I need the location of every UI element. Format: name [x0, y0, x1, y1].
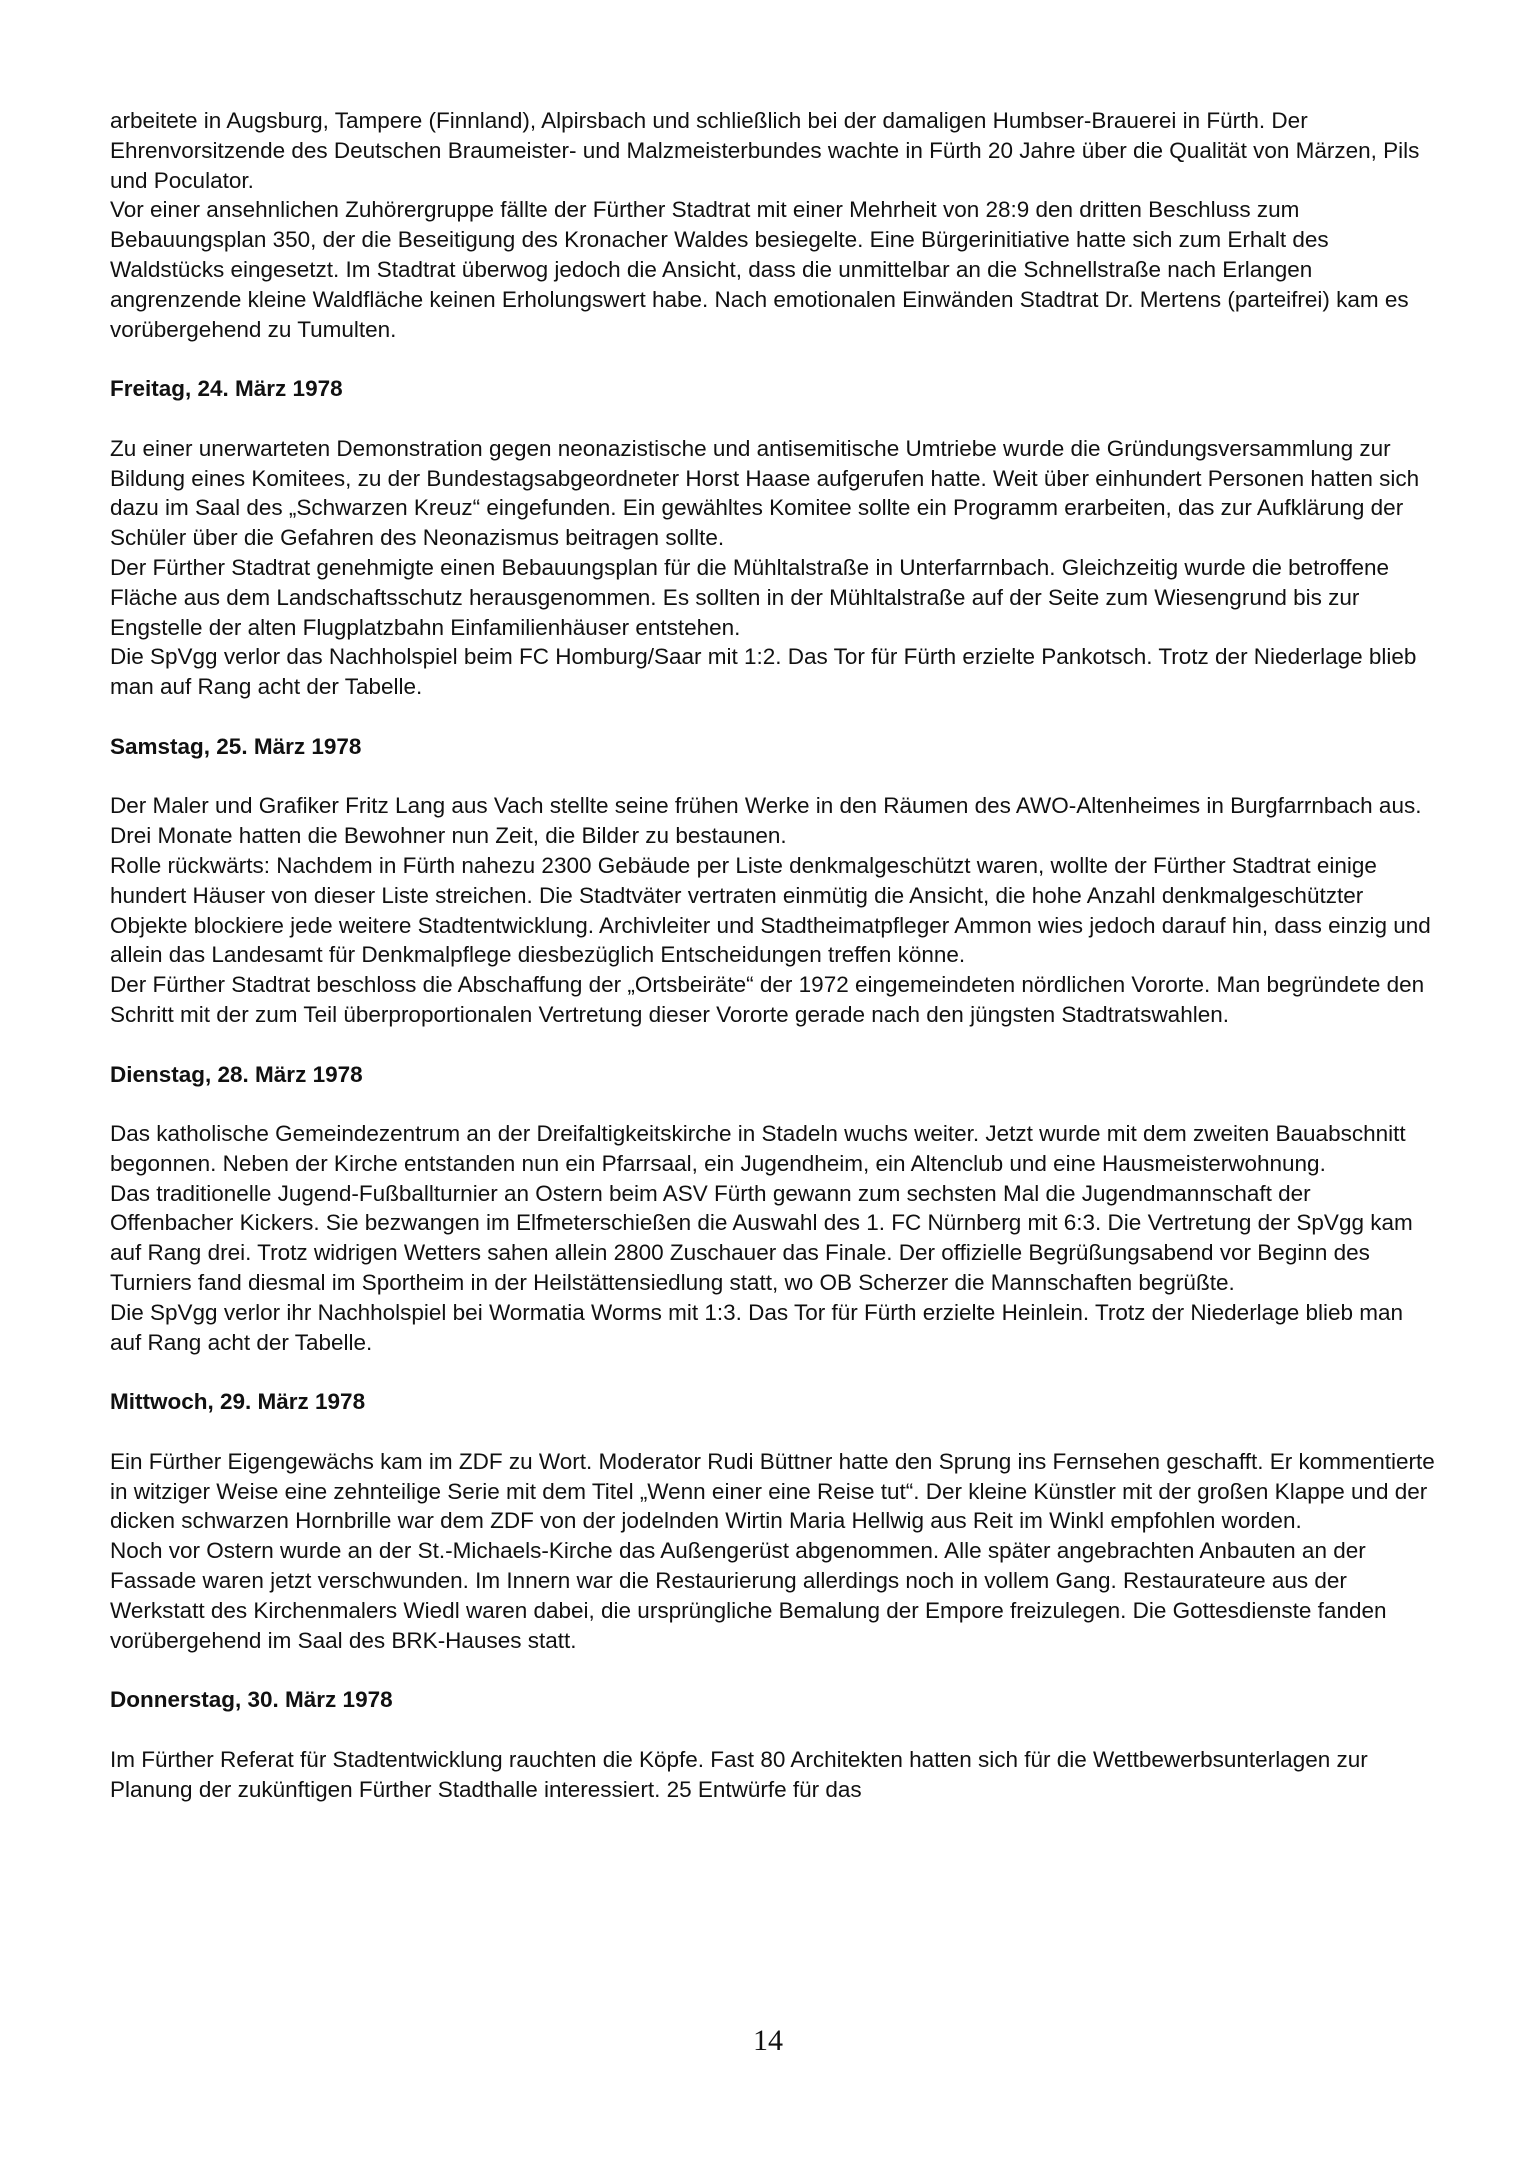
paragraph: Das traditionelle Jugend-Fußballturnier an Ostern beim ASV Fürth gewann zum sechsten Mal die Jugendmannschaft der Offenbacher Kickers. Sie bezwangen im Elfmeterschießen die Auswahl des 1. FC Nürnberg mit 6:3. Die Vertretung der SpVgg kam auf Rang drei. Trotz widrigen Wetters sahen allein 2800 Zuschauer das Finale. Der offizielle Begrüßungsabend vor Beginn des Turniers fand diesmal im Sportheim in der Heilstättensiedlung statt, wo OB Scherzer die Mannschaften begrüßte. [110, 1180, 1413, 1296]
page-number: 14 [753, 2024, 783, 2057]
date-heading: Mittwoch, 29. März 1978 [110, 1389, 366, 1415]
paragraph: Die SpVgg verlor ihr Nachholspiel bei Wormatia Worms mit 1:3. Das Tor für Fürth erzielte Heinlein. Trotz der Niederlage blieb man auf Rang acht der Tabelle. [110, 1299, 1404, 1355]
paragraph: Die SpVgg verlor das Nachholspiel beim FC Homburg/Saar mit 1:2. Das Tor für Fürth erzielte Pankotsch. Trotz der Niederlage blieb man auf Rang acht der Tabelle. [110, 644, 1417, 700]
entry-thursday-30-march [110, 1685, 1440, 1804]
entry-tuesday-28-march [110, 1060, 1440, 1358]
paragraph: arbeitete in Augsburg, Tampere (Finnland), Alpirsbach und schließlich bei der damaligen Humbser-Brauerei in Fürth. Der Ehrenvorsitzende des Deutschen Braumeister- und Malzmeisterbundes wachte in Fürth 20 Jahre über die Qualität von Märzen, Pils und Poculator. [110, 108, 1420, 193]
paragraph: Vor einer ansehnlichen Zuhörergruppe fällte der Fürther Stadtrat mit einer Mehrheit von 28:9 den dritten Beschluss zum Bebauungsplan 350, der die Beseitigung des Kronacher Waldes besiegelte. Eine Bürgerinitiative hatte sich zum Erhalt des Waldstücks eingesetzt. Im Stadtrat überwog jedoch die Ansicht, dass die unmittelbar an die Schnellstraße nach Erlangen angrenzende kleine Waldfläche keinen Erholungswert habe. Nach emotionalen Einwänden Stadtrat Dr. Mertens (parteifrei) kam es vorübergehend zu Tumulten. [110, 197, 1409, 342]
date-heading: Dienstag, 28. März 1978 [110, 1061, 363, 1087]
paragraph: Rolle rückwärts: Nachdem in Fürth nahezu 2300 Gebäude per Liste denkmalgeschützt waren, wollte der Fürther Stadtrat einige hundert Häuser von dieser Liste streichen. Die Stadtväter vertraten einmütig die Ansicht, die hohe Anzahl denkmalgeschützter Objekte blockiere jede weitere Stadtentwicklung. Archivleiter und Stadtheimatpfleger Ammon wies jedoch darauf hin, dass einzig und allein das Landesamt für Denkmalpflege diesbezüglich Entscheidungen treffen könne. [110, 852, 1431, 968]
document-page [110, 106, 1440, 1804]
entry-wednesday-29-march [110, 1387, 1440, 1655]
paragraph: Der Fürther Stadtrat genehmigte einen Bebauungsplan für die Mühltalstraße in Unterfarrnbach. Gleichzeitig wurde die betroffene Fläche aus dem Landschaftsschutz herausgenommen. Es sollten in der Mühltalstraße auf der Seite zum Wiesengrund bis zur Engstelle der alten Flugplatzbahn Einfamilienhäuser entstehen. [110, 554, 1390, 640]
paragraph: Ein Fürther Eigengewächs kam im ZDF zu Wort. Moderator Rudi Büttner hatte den Sprung ins Fernsehen geschafft. Er kommentierte in witziger Weise eine zehnteilige Serie mit dem Titel „Wenn einer eine Reise tut“. Der kleine Künstler mit der großen Klappe und der dicken schwarzen Hornbrille war dem ZDF von der jodelnden Wirtin Maria Hellwig aus Reit im Winkl empfohlen worden. [110, 1448, 1435, 1534]
paragraph: Der Fürther Stadtrat beschloss die Abschaffung der „Ortsbeiräte“ der 1972 eingemeindeten nördlichen Vororte. Man begründete den Schritt mit der zum Teil überproportionalen Vertretung dieser Vororte gerade nach den jüngsten Stadtratswahlen. [110, 972, 1425, 1027]
date-heading: Samstag, 25. März 1978 [110, 733, 362, 759]
entry-continued [110, 106, 1440, 344]
date-heading: Freitag, 24. März 1978 [110, 376, 343, 402]
paragraph: Zu einer unerwarteten Demonstration gegen neonazistische und antisemitische Umtriebe wurde die Gründungsversammlung zur Bildung eines Komitees, zu der Bundestagsabgeordneter Horst Haase aufgerufen hatte. Weit über einhundert Personen hatten sich dazu im Saal des „Schwarzen Kreuz“ eingefunden. Ein gewähltes Komitee sollte ein Programm erarbeiten, das zur Aufklärung der Schüler über die Gefahren des Neonazismus beitragen sollte. [110, 435, 1420, 551]
entry-friday-24-march [110, 374, 1440, 702]
date-heading: Donnerstag, 30. März 1978 [110, 1687, 393, 1713]
paragraph: Das katholische Gemeindezentrum an der Dreifaltigkeitskirche in Stadeln wuchs weiter. Jetzt wurde mit dem zweiten Bauabschnitt begonnen. Neben der Kirche entstanden nun ein Pfarrsaal, ein Jugendheim, ein Altenclub und eine Hausmeisterwohnung. [110, 1121, 1406, 1176]
entry-saturday-25-march [110, 732, 1440, 1030]
paragraph: Der Maler und Grafiker Fritz Lang aus Vach stellte seine frühen Werke in den Räumen des AWO-Altenheimes in Burgfarrnbach aus. Drei Monate hatten die Bewohner nun Zeit, die Bilder zu bestaunen. [110, 793, 1422, 849]
paragraph: Noch vor Ostern wurde an der St.-Michaels-Kirche das Außengerüst abgenommen. Alle später angebrachten Anbauten an der Fassade waren jetzt verschwunden. Im Innern war die Restaurierung allerdings noch in vollem Gang. Restaurateure aus der Werkstatt des Kirchenmalers Wiedl waren dabei, die ursprüngliche Bemalung der Empore freizulegen. Die Gottesdienste fanden vorübergehend im Saal des BRK-Hauses statt. [110, 1538, 1387, 1653]
paragraph: Im Fürther Referat für Stadtentwicklung rauchten die Köpfe. Fast 80 Architekten hatten sich für die Wettbewerbsunterlagen zur Planung der zukünftigen Fürther Stadthalle interessiert. 25 Entwürfe für das [110, 1746, 1368, 1802]
